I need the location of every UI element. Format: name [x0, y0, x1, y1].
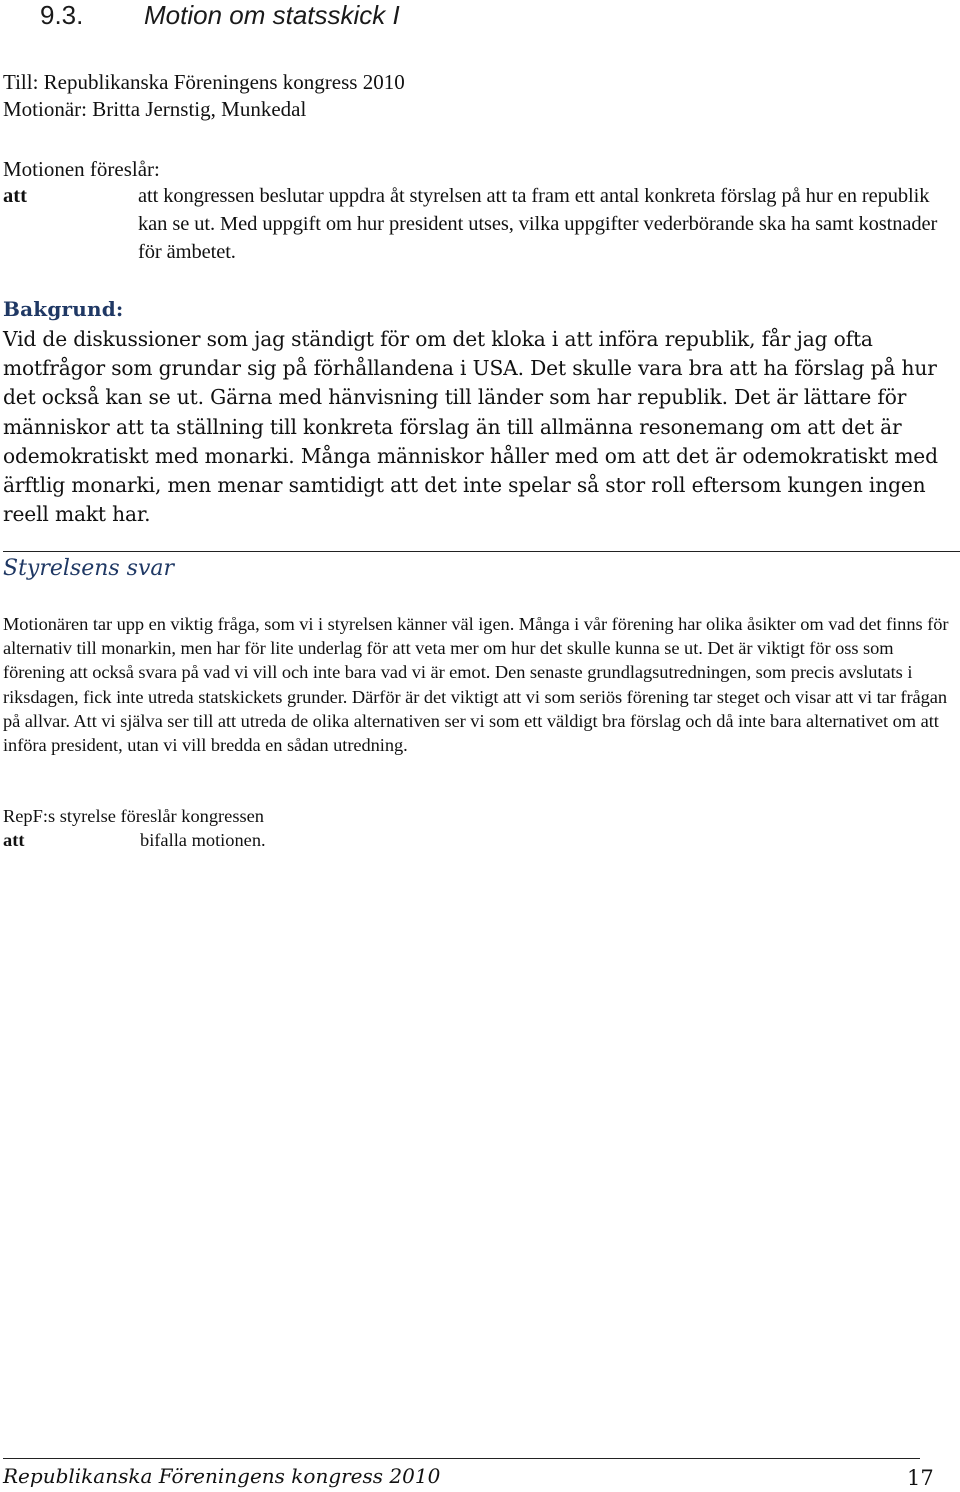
section-title: Motion om statsskick I	[144, 0, 400, 30]
footer-title: Republikanska Föreningens kongress 2010	[3, 1464, 441, 1488]
page-number: 17	[907, 1466, 934, 1490]
footer-divider	[3, 1458, 920, 1459]
decision-att-label: att	[3, 830, 25, 850]
proposal-block	[3, 182, 958, 266]
board-reply-text: Motionären tar upp en viktig fråga, som vi i styrelsen känner väl igen. Många i vår förening har olika åsikter om vad det finns för alternativ till monarkin, men har för lite underlag för att veta mer om hur det skulle kunna se ut. Det är viktigt för oss som förening att också svara på vad vi vill och inte bara vad vi är emot. Den senaste grundlagsutredningen, som precis avslutats i riksdagen, fick inte utreda statskickets grunder. Därför är det viktigt att vi som seriös förening tar steget och visar att vi tar frågan på allvar. Att vi själva ser till att utreda de olika alternativen ser vi som ett väldigt bra förslag och då inte bara alternativet om att införa president, utan vi vill bredda en sådan utredning.	[3, 614, 949, 756]
board-reply-title: Styrelsens svar	[3, 556, 175, 581]
proposal-att-label: att	[3, 185, 27, 207]
decision-text: bifalla motionen.	[140, 830, 266, 850]
proposal-text: att kongressen beslutar uppdra åt styrelsen att ta fram ett antal konkreta förslag på hur en republik kan se ut. Med uppgift om hur president utses, vilka uppgifter vederbörande ska ha samt kostnader för ämbetet.	[138, 185, 938, 263]
section-number: 9.3.	[40, 0, 84, 30]
section-heading	[40, 0, 400, 31]
background-title: Bakgrund:	[3, 297, 124, 321]
author-line: Motionär: Britta Jernstig, Munkedal	[3, 97, 307, 121]
background-text: Vid de diskussioner som jag ständigt för om det kloka i att införa republik, får jag ofta motfrågor som grundar sig på förhållandena i USA. Det skulle vara bra att ha förslag på hur det också kan se ut. Gärna med hänvisning till länder som har republik. Det är lättare för människor att ta ställning till konkreta förslag än till allmänna resonemang om att det är odemokratiskt med monarki. Många människor håller med om att det är odemokratiskt med ärftlig monarki, men menar samtidigt att det inte spelar så stor roll eftersom kungen ingen reell makt har.	[3, 327, 938, 527]
board-recommendation: RepF:s styrelse föreslår kongressen	[3, 806, 264, 826]
section-divider	[3, 551, 960, 552]
proposes-label: Motionen föreslår:	[3, 157, 160, 181]
recipient-line: Till: Republikanska Föreningens kongress 2010	[3, 70, 405, 94]
